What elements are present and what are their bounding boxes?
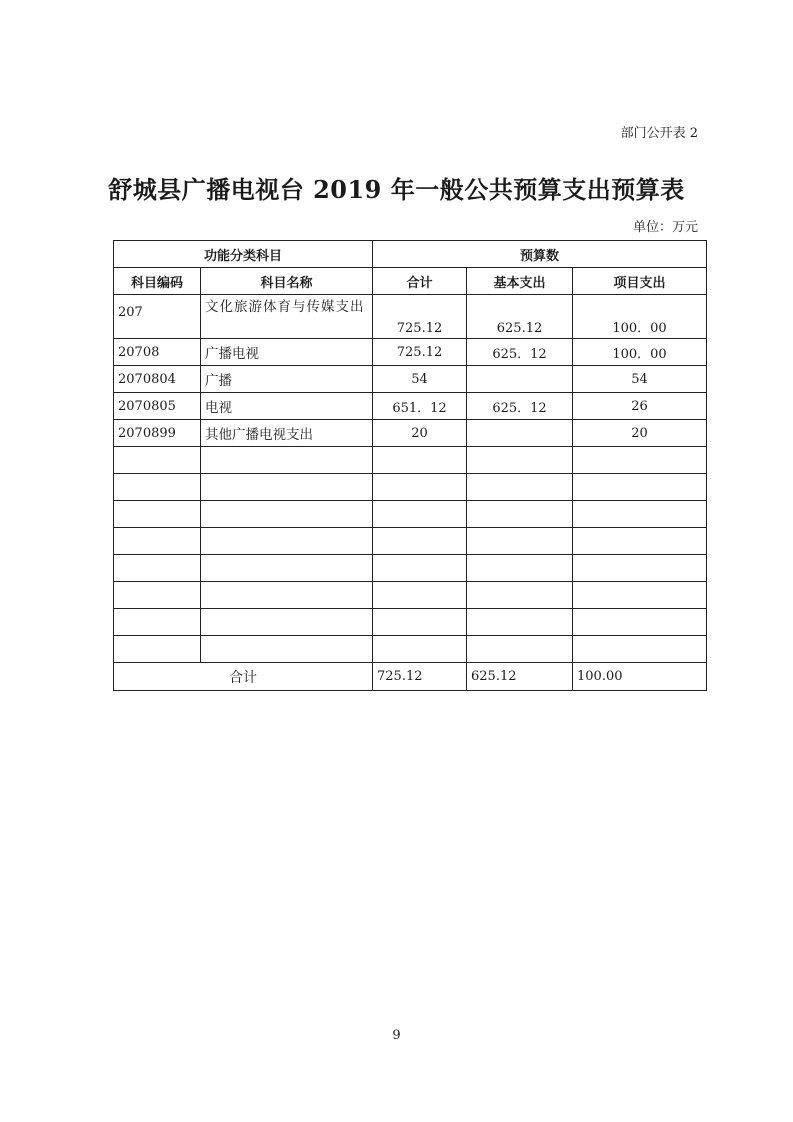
- empty-row: [114, 555, 707, 582]
- budget-group-header: 预算数: [373, 241, 707, 268]
- column-header-row: [114, 268, 707, 295]
- group-header-row: [114, 241, 707, 268]
- table-row: [114, 366, 707, 393]
- row-name: 广播: [201, 366, 373, 393]
- row-total: 725.12: [373, 339, 467, 366]
- row-code: 207: [114, 295, 201, 339]
- row-project: 20: [573, 420, 707, 447]
- empty-row: [114, 528, 707, 555]
- row-total: 725.12: [373, 295, 467, 339]
- row-basic: 625.12: [467, 295, 573, 339]
- summary-row: [114, 663, 707, 691]
- empty-row: [114, 474, 707, 501]
- row-project: 54: [573, 366, 707, 393]
- row-name: 其他广播电视支出: [201, 420, 373, 447]
- row-basic: 625．12: [467, 339, 573, 366]
- name-column-header: 科目名称: [201, 268, 373, 295]
- empty-row: [114, 501, 707, 528]
- page-title: 舒城县广播电视台 2019 年一般公共预算支出预算表: [108, 175, 685, 204]
- empty-row: [114, 582, 707, 609]
- summary-label: 合计: [114, 663, 373, 691]
- code-column-header: 科目编码: [114, 268, 201, 295]
- empty-row: [114, 447, 707, 474]
- row-basic: [467, 366, 573, 393]
- empty-row: [114, 609, 707, 636]
- total-column-header: 合计: [373, 268, 467, 295]
- summary-project: 100.00: [573, 663, 707, 691]
- project-column-header: 项目支出: [573, 268, 707, 295]
- row-project: 100．00: [573, 339, 707, 366]
- basic-column-header: 基本支出: [467, 268, 573, 295]
- row-total: 20: [373, 420, 467, 447]
- row-basic: [467, 420, 573, 447]
- row-name: 广播电视: [201, 339, 373, 366]
- row-basic: 625．12: [467, 393, 573, 420]
- document-label: 部门公开表 2: [620, 126, 698, 141]
- row-code: 2070805: [114, 393, 201, 420]
- table-row: [114, 295, 707, 339]
- row-code: 2070899: [114, 420, 201, 447]
- row-total: 651．12: [373, 393, 467, 420]
- empty-row: [114, 636, 707, 663]
- table-row: [114, 420, 707, 447]
- unit-label: 单位：万元: [632, 220, 698, 235]
- row-name: 电视: [201, 393, 373, 420]
- budget-table: [113, 240, 707, 691]
- row-project: 26: [573, 393, 707, 420]
- row-project: 100．00: [573, 295, 707, 339]
- row-name: 文化旅游体育与传媒支出: [201, 295, 373, 339]
- page-number: 9: [392, 1028, 401, 1043]
- category-group-header: 功能分类科目: [114, 241, 373, 268]
- summary-basic: 625.12: [467, 663, 573, 691]
- table-row: [114, 339, 707, 366]
- row-code: 20708: [114, 339, 201, 366]
- row-code: 2070804: [114, 366, 201, 393]
- summary-total: 725.12: [373, 663, 467, 691]
- row-total: 54: [373, 366, 467, 393]
- table-row: [114, 393, 707, 420]
